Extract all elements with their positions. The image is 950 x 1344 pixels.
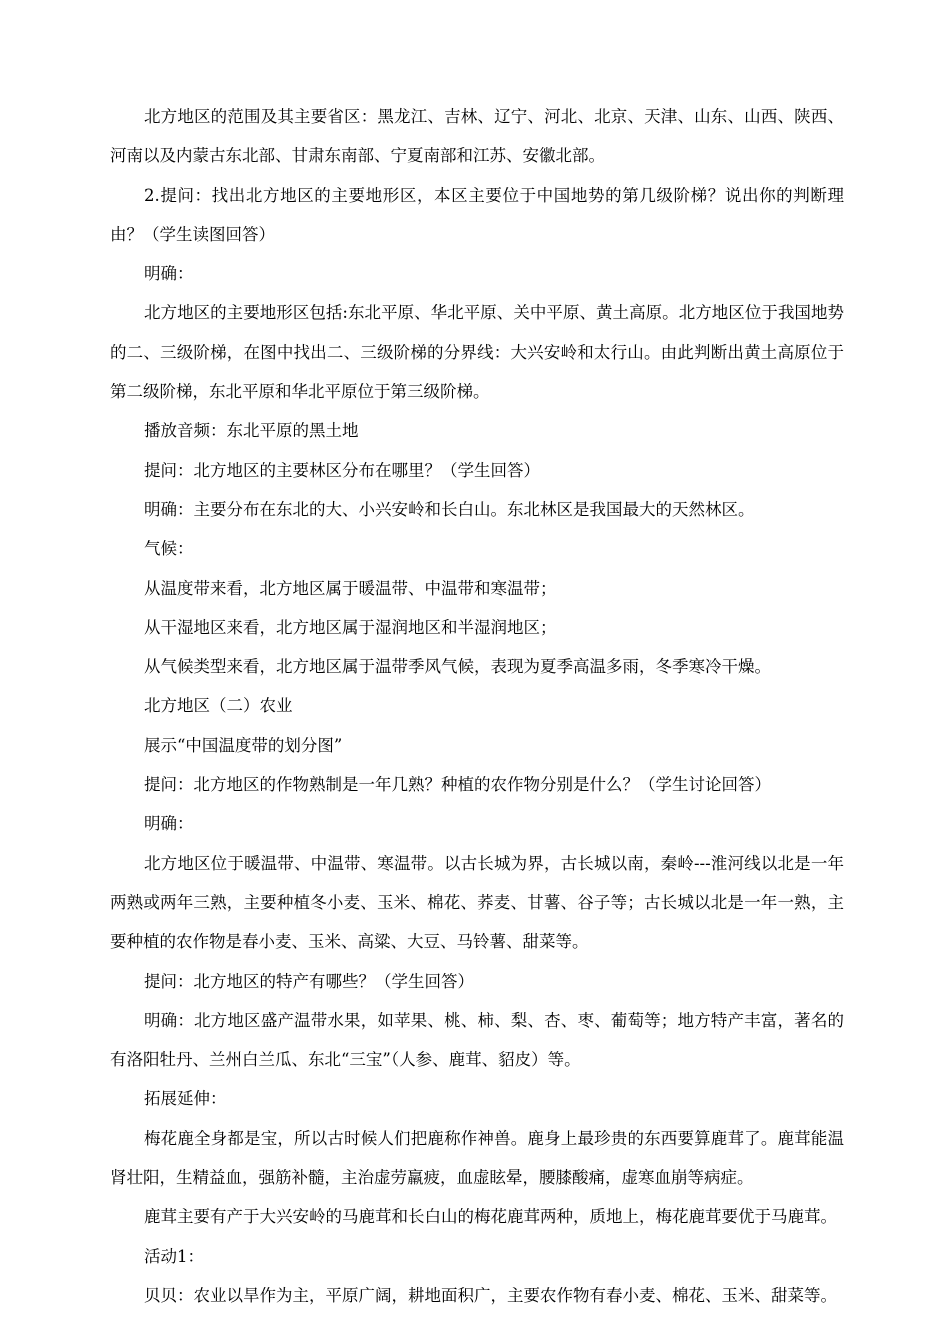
paragraph-deer: 梅花鹿全身都是宝，所以古时候人们把鹿称作神兽。鹿身上最珍贵的东西要算鹿茸了。鹿茸能温肾壮阳，生精益血，强筋补髓，主治虚劳羸疲，血虚眩晕，腰膝酸痛，虚寒血崩等病症。 — [110, 1128, 844, 1188]
paragraph-clarify-label-2: 明确： — [144, 814, 194, 834]
paragraph-question-terrain: 2.提问：找出北方地区的主要地形区，本区主要位于中国地势的第几级阶梯？说出你的判断理由？（学生读图回答） — [110, 185, 844, 244]
paragraph-audio: 播放音频：东北平原的黑土地 — [144, 421, 359, 441]
paragraph-crops-answer: 北方地区位于暖温带、中温带、寒温带。以古长城为界，古长城以南，秦岭---淮河线以北是一年两熟或两年三熟，主要种植冬小麦、玉米、棉花、荞麦、甘薯、谷子等；古长城以北是一年一熟，主要种植的农作物是春小麦、玉米、高粱、大豆、马铃薯、甜菜等。 — [110, 853, 844, 952]
paragraph-antler: 鹿茸主要有产于大兴安岭的马鹿茸和长白山的梅花鹿茸两种，质地上，梅花鹿茸要优于马鹿茸。 — [144, 1207, 837, 1227]
paragraph-beibei: 贝贝：农业以旱作为主，平原广阔，耕地面积广，主要农作物有春小麦、棉花、玉米、甜菜等。 — [144, 1285, 837, 1305]
section-heading-agriculture: 北方地区（二）农业 — [144, 696, 293, 716]
paragraph-scope: 北方地区的范围及其主要省区：黑龙江、吉林、辽宁、河北、北京、天津、山东、山西、陕西、河南以及内蒙古东北部、甘肃东南部、宁夏南部和江苏、安徽北部。 — [110, 107, 844, 166]
paragraph-climate-temperature: 从温度带来看，北方地区属于暖温带、中温带和寒温带； — [144, 578, 557, 598]
paragraph-terrain-answer: 北方地区的主要地形区包括:东北平原、华北平原、关中平原、黄土高原。北方地区位于我国地势的二、三级阶梯，在图中找出二、三级阶梯的分界线：大兴安岭和太行山。由此判断出黄土高原位于第二级阶梯，东北平原和华北平原位于第三级阶梯。 — [110, 303, 844, 402]
paragraph-forest-answer: 明确：主要分布在东北的大、小兴安岭和长白山。东北林区是我国最大的天然林区。 — [144, 499, 755, 519]
paragraph-activity-label: 活动1： — [144, 1246, 204, 1266]
paragraph-climate-type: 从气候类型来看，北方地区属于温带季风气候，表现为夏季高温多雨，冬季寒冷干燥。 — [144, 657, 771, 677]
paragraph-extension-label: 拓展延伸： — [144, 1089, 227, 1109]
paragraph-climate-humidity: 从干湿地区来看，北方地区属于湿润地区和半湿润地区； — [144, 617, 557, 637]
paragraph-question-crops: 提问：北方地区的作物熟制是一年几熟？种植的农作物分别是什么？（学生讨论回答） — [144, 775, 771, 795]
paragraph-question-specialties: 提问：北方地区的特产有哪些？（学生回答） — [144, 971, 474, 991]
paragraph-specialties-answer: 明确：北方地区盛产温带水果，如苹果、桃、柿、梨、杏、枣、葡萄等；地方特产丰富，著名的有洛阳牡丹、兰州白兰瓜、东北“三宝”（人参、鹿茸、貂皮）等。 — [110, 1010, 844, 1070]
paragraph-question-forest: 提问：北方地区的主要林区分布在哪里？（学生回答） — [144, 460, 540, 480]
paragraph-show-map: 展示“中国温度带的划分图” — [144, 735, 343, 755]
paragraph-climate-label: 气候： — [144, 539, 194, 559]
paragraph-clarify-label: 明确： — [144, 264, 194, 284]
document-body — [110, 97, 844, 1315]
